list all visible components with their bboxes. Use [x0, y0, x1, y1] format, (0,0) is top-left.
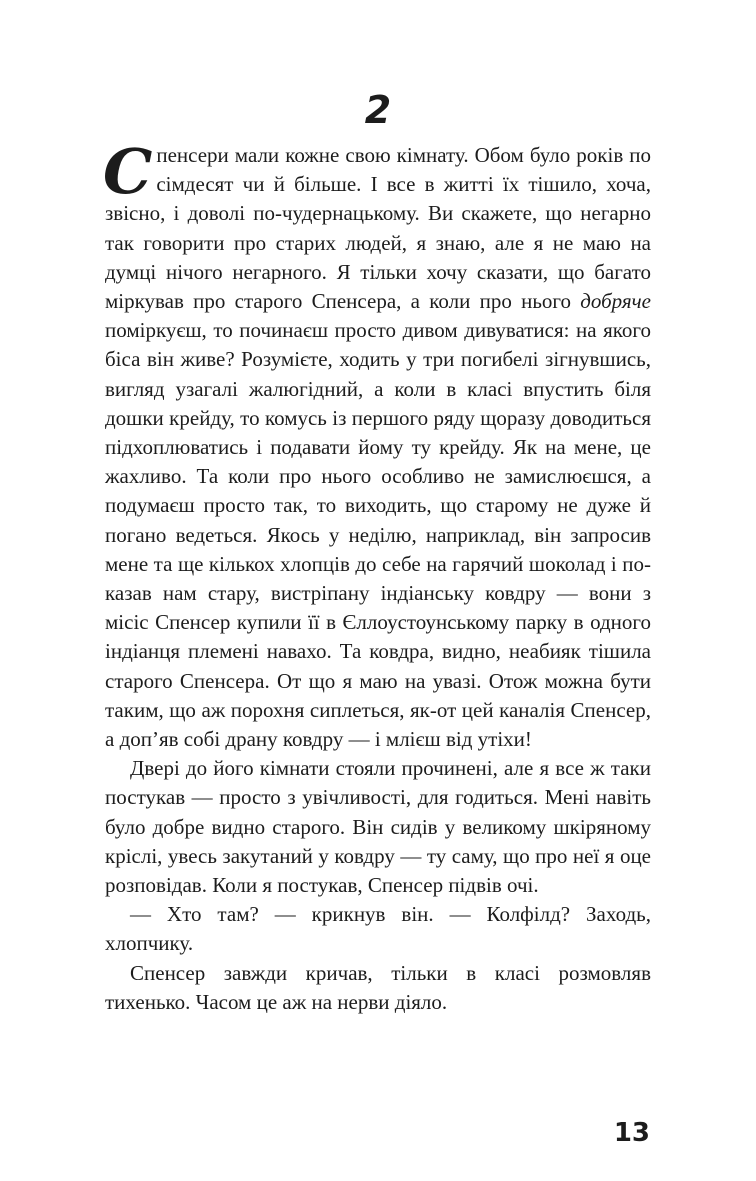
- paragraph-2: Двері до його кімнати стояли прочинені, але я все ж таки постукав — просто з увічливості, для годиться. Мені навіть було добре видно старого. Він сидів у великому шкіряному кріслі, увесь закутаний у ковдру — ту саму, що про неї я оце розповідав. Коли я постукав, Спенсер підвів очі.: [105, 756, 651, 898]
- body-text: [103, 135, 651, 1017]
- paragraph-1-text-a: пенсери мали кожне свою кімнату. Обом було років по сімдесят чи й більше. І все в житті їх тішило, хоча, звісно, і доволі по-чудернацькому. Ви скажете, що негарно так говорити про старих людей, я знаю, але я не маю на думці нічого негарного. Я тільки хочу сказати, що багато міркував про старого Спенсера, а коли про нього: [105, 143, 651, 314]
- drop-cap: С: [103, 135, 153, 208]
- page-number: 13: [613, 1118, 650, 1148]
- paragraph-3-dialogue: — Хто там? — крикнув він. — Колфілд? Заходь, хлопчику.: [105, 902, 651, 956]
- emphasis-word: добряче: [580, 289, 651, 314]
- paragraph-4: Спенсер завжди кричав, тільки в класі розмовляв тихенько. Часом це аж на нерви діяло.: [105, 960, 651, 1014]
- paragraph-1: [103, 135, 651, 754]
- paragraph-1-text-b: поміркуєш, то починаєш просто дивом дивуватися: на якого біса він живе? Розумієте, ходить у три погибелі зігнувшись, вигляд узагалі жалюгідний, а коли в класі впустить біля дошки крейду, то комусь із першого ряду щоразу доводиться підхоплюватись і подавати йому ту крейду. Як на мене, це жахливо. Та коли про нього особливо не замислюєшся, а подумаєш просто так, то виходить, що старому не дуже й погано ведеться. Якось у неділю, наприклад, він запросив мене та ще кількох хлопців до себе на гарячий шоколад і показав нам стару, вистріпану індіанську ковдру — вони з місіс Спенсер купили її в Єллоустоунському парку в одного індіанця племені навахо. Та ковдра, видно, неабияк тішила старого Спенсера. От що я маю на увазі. Отож можна бути таким, що аж порохня сиплеться, як-от цей каналія Спенсер, а доп’яв собі драну ковдру — і млієш від утіхи!: [105, 318, 651, 752]
- chapter-number: 2: [364, 88, 392, 132]
